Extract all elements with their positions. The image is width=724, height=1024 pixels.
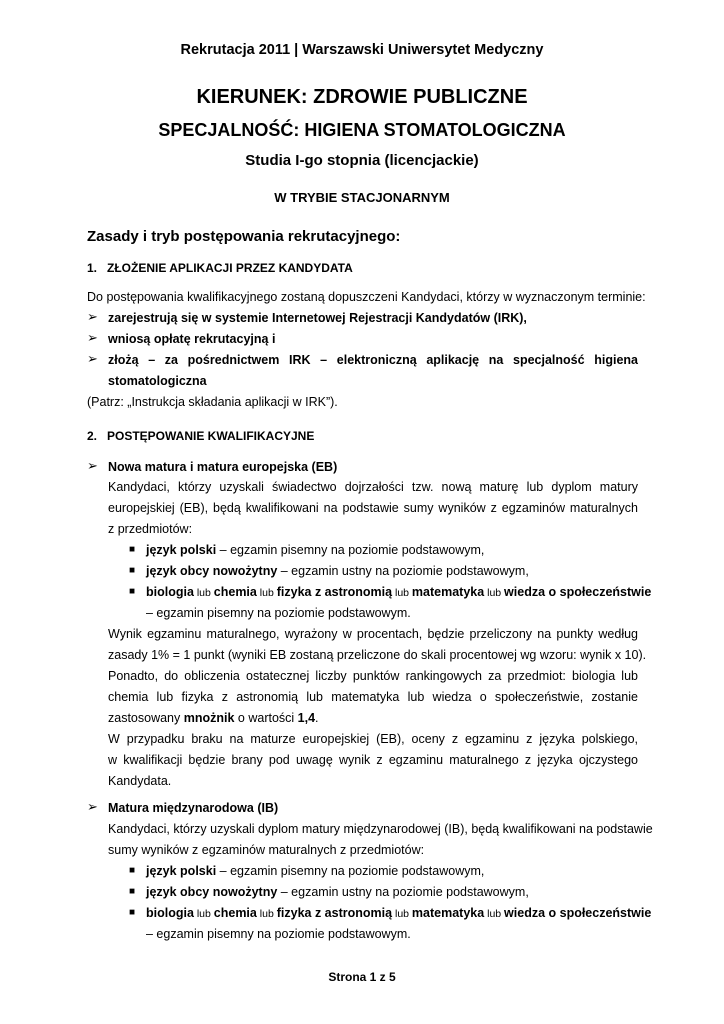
rules-subheading: Zasady i tryb postępowania rekrutacyjnego: [87, 228, 401, 245]
conjunction: lub [256, 908, 277, 920]
title-tryb: W TRYBIE STACJONARNYM [274, 190, 450, 205]
arrow-bullet-icon: ➢ [87, 330, 98, 345]
title-specjalnosc: SPECJALNOŚĆ: HIGIENA STOMATOLOGICZNA [158, 120, 566, 140]
eb-paragraph-line: W przypadku braku na maturze europejskiej (EB), oceny z egzaminu z języka polskiego, [108, 732, 638, 746]
square-bullet-icon: ■ [129, 565, 136, 576]
subject-item [146, 905, 651, 922]
list-item: wniosą opłatę rekrutacyjną i [108, 332, 276, 346]
subject-desc: – egzamin ustny na poziomie podstawowym, [277, 885, 529, 899]
subject-name: język polski [146, 864, 217, 878]
subject-name: matematyka [411, 906, 485, 920]
eb-paragraph-line: Kandydaci, którzy uzyskali świadectwo dojrzałości tzw. nową maturę lub dyplom matury [108, 480, 638, 494]
eb-title: Nowa matura i matura europejska (EB) [108, 460, 338, 474]
multiplier-value: 1,4 [297, 711, 316, 725]
subject-item [146, 584, 651, 601]
subject-item [146, 542, 484, 558]
subject-desc: – egzamin pisemny na poziomie podstawowym, [216, 543, 485, 557]
subject-name: biologia [146, 906, 194, 920]
square-bullet-icon: ■ [129, 544, 136, 555]
subject-name: chemia [213, 906, 257, 920]
section-1-intro: Do postępowania kwalifikacyjnego zostaną dopuszczeni Kandydaci, którzy w wyznaczonym terminie: [87, 290, 646, 304]
page-header: Rekrutacja 2011 | Warszawski Uniwersytet Medyczny [180, 42, 544, 58]
eb-paragraph-line: Wynik egzaminu maturalnego, wyrażony w procentach, będzie przeliczony na punkty według [108, 627, 638, 641]
subject-name: fizyka z astronomią [276, 585, 393, 599]
eb-paragraph-line [108, 710, 319, 726]
subject-name: język obcy nowożytny [146, 564, 278, 578]
subject-desc: – egzamin pisemny na poziomie podstawowym, [216, 864, 485, 878]
eb-paragraph-line: Ponadto, do obliczenia ostatecznej liczby punktów rankingowych za przedmiot: biologia lub [108, 669, 638, 683]
section-1-heading [87, 261, 353, 275]
conjunction: lub [256, 587, 277, 599]
square-bullet-icon: ■ [129, 907, 136, 918]
section-title: ZŁOŻENIE APLIKACJI PRZEZ KANDYDATA [107, 261, 353, 275]
text-run: o wartości [234, 711, 298, 725]
section-1-note: (Patrz: „Instrukcja składania aplikacji w IRK”). [87, 395, 338, 409]
section-title: POSTĘPOWANIE KWALIFIKACYJNE [107, 429, 315, 443]
conjunction: lub [193, 587, 214, 599]
title-kierunek: KIERUNEK: ZDROWIE PUBLICZNE [196, 86, 528, 108]
subject-name: chemia [213, 585, 257, 599]
subject-name: wiedza o społeczeństwie [504, 906, 652, 920]
eb-paragraph-line: europejskiej (EB), będą kwalifikowani na podstawie sumy wyników z egzaminów maturalnych [108, 501, 638, 515]
section-2-heading [87, 429, 314, 443]
text-run: zastosowany [108, 711, 184, 725]
arrow-bullet-icon: ➢ [87, 458, 98, 473]
arrow-bullet-icon: ➢ [87, 309, 98, 324]
conjunction: lub [392, 587, 412, 599]
conjunction: lub [193, 908, 214, 920]
subject-name: język polski [146, 543, 217, 557]
conjunction: lub [392, 908, 412, 920]
page-number: Strona 1 z 5 [328, 970, 396, 984]
subject-name: matematyka [411, 585, 485, 599]
ib-paragraph-line: Kandydaci, którzy uzyskali dyplom matury międzynarodowej (IB), będą kwalifikowani na podstawie [108, 822, 653, 836]
subject-desc: – egzamin pisemny na poziomie podstawowym. [146, 927, 411, 941]
list-item-continuation: stomatologiczna [108, 374, 207, 388]
list-item: zarejestrują się w systemie Internetowej Rejestracji Kandydatów (IRK), [108, 311, 527, 325]
subject-item [146, 884, 529, 900]
section-number: 2. [87, 429, 98, 443]
conjunction: lub [484, 587, 505, 599]
section-number: 1. [87, 261, 98, 275]
list-item: złożą – za pośrednictwem IRK – elektroniczną aplikację na specjalność higiena [108, 353, 638, 367]
ib-title: Matura międzynarodowa (IB) [108, 801, 279, 815]
title-studia: Studia I-go stopnia (licencjackie) [245, 152, 479, 169]
square-bullet-icon: ■ [129, 586, 136, 597]
square-bullet-icon: ■ [129, 886, 136, 897]
arrow-bullet-icon: ➢ [87, 799, 98, 814]
subject-item [146, 563, 529, 579]
multiplier-label: mnożnik [183, 711, 235, 725]
subject-name: fizyka z astronomią [276, 906, 393, 920]
subject-name: biologia [146, 585, 194, 599]
ib-paragraph-line: sumy wyników z egzaminów maturalnych z przedmiotów: [108, 843, 425, 857]
eb-paragraph-line: zasady 1% = 1 punkt (wyniki EB zostaną przeliczone do skali procentowej wg wzoru: wynik x 10). [108, 648, 647, 662]
subject-name: wiedza o społeczeństwie [504, 585, 652, 599]
subject-desc: – egzamin pisemny na poziomie podstawowym. [146, 606, 411, 620]
eb-paragraph-line: Kandydata. [108, 774, 172, 788]
text-run: . [315, 711, 319, 725]
subject-item [146, 863, 484, 879]
eb-paragraph-line: chemia lub fizyka z astronomią lub matematyka lub wiedza o społeczeństwie, zostanie [108, 690, 638, 704]
subject-desc: – egzamin ustny na poziomie podstawowym, [277, 564, 529, 578]
square-bullet-icon: ■ [129, 865, 136, 876]
eb-paragraph-line: w kwalifikacji będzie brany pod uwagę wynik z egzaminu maturalnego z języka ojczystego [108, 753, 638, 767]
arrow-bullet-icon: ➢ [87, 351, 98, 366]
conjunction: lub [484, 908, 505, 920]
eb-paragraph-line: z przedmiotów: [108, 522, 193, 536]
subject-name: język obcy nowożytny [146, 885, 278, 899]
